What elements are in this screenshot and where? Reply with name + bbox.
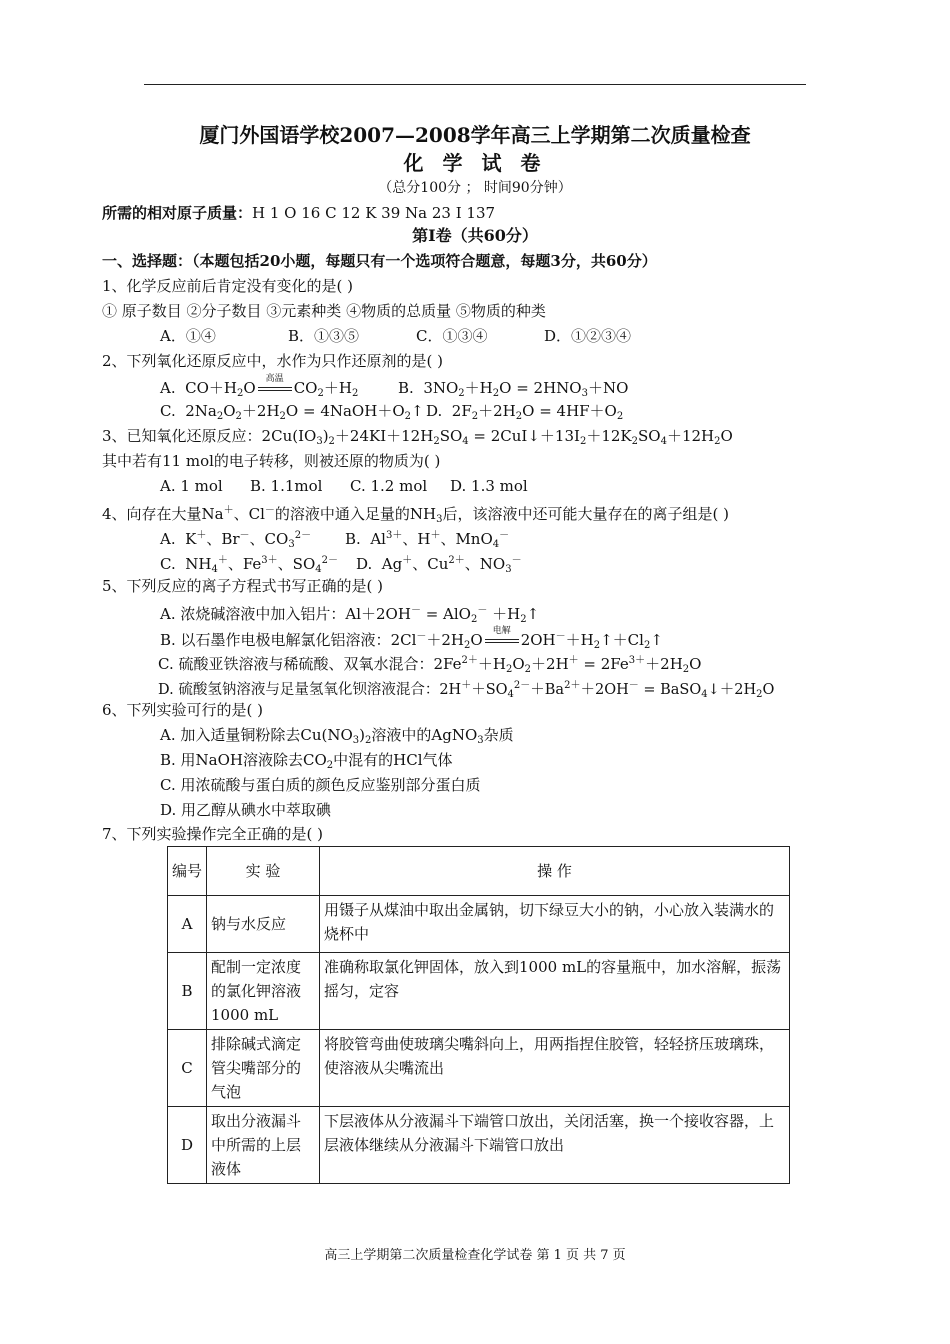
row-experiment: 配制一定浓度的氯化钾溶液1000 mL — [207, 953, 320, 1030]
q1-option-d: D．①②③④ — [544, 327, 632, 345]
exam-meta: （总分100分 ； 时间90分钟） — [378, 180, 572, 196]
q1-options — [160, 326, 631, 346]
q1-option-a: A．①④ — [160, 327, 216, 345]
q3-option-b: B. 1.1mol — [250, 477, 323, 495]
q4-stem: 4、向存在大量Na＋、Cl－的溶液中通入足量的$NH_3$后，该溶液中还可能大量存在的离子组是( ) — [102, 505, 729, 525]
q1-stem: 1、化学反应前后肯定没有变化的是( ) — [102, 277, 354, 295]
row-operation: 下层液体从分液漏斗下端管口放出，关闭活塞，换一个接收容器，上层液体继续从分液漏斗下端管口放出 — [320, 1107, 790, 1184]
table-row — [168, 1030, 790, 1107]
row-id: C — [168, 1030, 207, 1107]
q6-stem: 6、下列实验可行的是( ) — [102, 701, 264, 719]
row-experiment: 钠与水反应 — [207, 896, 320, 953]
q2-stem: 2、下列氧化还原反应中，水作为只作还原剂的是( ) — [102, 352, 444, 370]
q2-option-c: C. $2Na_2O_2+2H_2O$ = $4NaOH+O_2↑$ — [160, 402, 424, 422]
q5-option-c: C. 硫酸亚铁溶液与稀硫酸、双氧水混合：$2Fe^{2+}+H_2O_2+2H^+ = 2Fe^{3+}+2H_2O$ — [158, 655, 702, 675]
q4-option-a: A. K＋、Br－、$CO_3^{2-}$ — [160, 530, 312, 550]
header-experiment: 实 验 — [207, 847, 320, 896]
q6-option-c: C. 用浓硫酸与蛋白质的颜色反应鉴别部分蛋白质 — [160, 776, 481, 794]
row-experiment: 取出分液漏斗中所需的上层液体 — [207, 1107, 320, 1184]
header-id: 编号 — [168, 847, 207, 896]
atomic-mass-values: H 1 O 16 C 12 K 39 Na 23 I 137 — [252, 204, 496, 222]
q4-option-c: C. $NH_4^+$、$Fe^{3+}$、$SO_4^{2-}$ — [160, 555, 338, 575]
table-row — [168, 953, 790, 1030]
q7-stem: 7、下列实验操作完全正确的是( ) — [102, 825, 324, 843]
q5-stem: 5、下列反应的离子方程式书写正确的是( ) — [102, 577, 384, 595]
q4-option-b: B. $Al^{3+}$、H＋、MnO$_4$－ — [345, 530, 510, 550]
atomic-mass-label: 所需的相对原子质量： — [102, 204, 253, 222]
table-header-row — [168, 847, 790, 896]
q2-option-b: B. $3NO_2+H_2O = 2HNO_3+NO$ — [398, 379, 629, 399]
q6-option-a: A. 加入适量铜粉除去$Cu(NO_3)_2$溶液中的AgNO$_3$杂质 — [160, 726, 514, 746]
high-temp-arrow: 高温 — [258, 380, 292, 394]
electrolysis-arrow: 电解 — [485, 632, 519, 646]
q3-option-d: D. 1.3 mol — [450, 477, 528, 495]
q5-option-d: D. 硫酸氢钠溶液与足量氢氧化钡溶液混合：$2H^++SO_4^{2-}+Ba^{2+}+2OH^-$ = $BaSO_4↓+2H_2O$ — [158, 680, 775, 700]
q6-option-d: D. 用乙醇从碘水中萃取碘 — [160, 801, 332, 819]
q3-options — [160, 476, 528, 496]
page-footer: 高三上学期第二次质量检查化学试卷 第 1 页 共 7 页 — [324, 1248, 626, 1263]
section-heading: 一、选择题：（本题包括20小题，每题只有一个选项符合题意，每题3分，共60分） — [102, 252, 657, 270]
q5-option-b: B. 以石墨作电极电解氯化铝溶液：$2Cl^-+2H_2O$ 电解 $2OH^-+H_2↑+Cl_2↑$ — [160, 626, 663, 651]
q3-option-c: C. 1.2 mol — [350, 477, 428, 495]
header-rule — [144, 84, 806, 85]
exam-title: 厦门外国语学校2007—2008学年高三上学期第二次质量检查 — [199, 123, 751, 147]
q3-stem: 3、已知氧化还原反应：$2Cu(IO_3)_2+24KI+12H_2SO_4$ = $2CuI↓+13I_2+12K_2SO_4+12H_2O$ — [102, 427, 733, 447]
q6-option-b: B. 用NaOH溶液除去$CO_2$中混有的HCl气体 — [160, 751, 453, 771]
row-id: D — [168, 1107, 207, 1184]
row-operation: 准确称取氯化钾固体，放入到1000 mL的容量瓶中，加水溶解，振荡摇匀，定容 — [320, 953, 790, 1030]
row-id: A — [168, 896, 207, 953]
table-row — [168, 1107, 790, 1184]
q7-table — [167, 846, 790, 1184]
q2-option-d: D. $2F_2+2H_2O = 4HF+O_2$ — [426, 402, 624, 422]
row-id: B — [168, 953, 207, 1030]
header-operation: 操 作 — [320, 847, 790, 896]
q1-option-b: B．①③⑤ — [288, 327, 360, 345]
q5-option-a: A. 浓烧碱溶液中加入铝片：$Al+2OH^- = AlO_2^- +H_2↑$ — [160, 605, 540, 625]
atomic-mass-line — [102, 203, 495, 223]
exam-subtitle: 化 学 试 卷 — [403, 151, 547, 175]
row-experiment: 排除碱式滴定管尖嘴部分的气泡 — [207, 1030, 320, 1107]
part1-title: 第Ⅰ卷（共60分） — [412, 226, 538, 245]
q2-option-a: A. $CO+H_2O$ 高温 $CO_2+H_2$ — [160, 374, 359, 399]
q1-option-c: C．①③④ — [416, 327, 488, 345]
row-operation: 用镊子从煤油中取出金属钠，切下绿豆大小的钠，小心放入装满水的烧杯中 — [320, 896, 790, 953]
q3-option-a: A. 1 mol — [160, 477, 223, 495]
q4-option-d: D. Ag＋、$Cu^{2+}$、$NO_3^-$ — [356, 555, 522, 575]
q3-line2: 其中若有11 mol的电子转移，则被还原的物质为( ) — [102, 452, 441, 470]
row-operation: 将胶管弯曲使玻璃尖嘴斜向上，用两指捏住胶管，轻轻挤压玻璃珠，使溶液从尖嘴流出 — [320, 1030, 790, 1107]
q1-items: ① 原子数目 ②分子数目 ③元素种类 ④物质的总质量 ⑤物质的种类 — [102, 302, 546, 320]
q2-options-row2 — [160, 401, 623, 427]
table-row — [168, 896, 790, 953]
